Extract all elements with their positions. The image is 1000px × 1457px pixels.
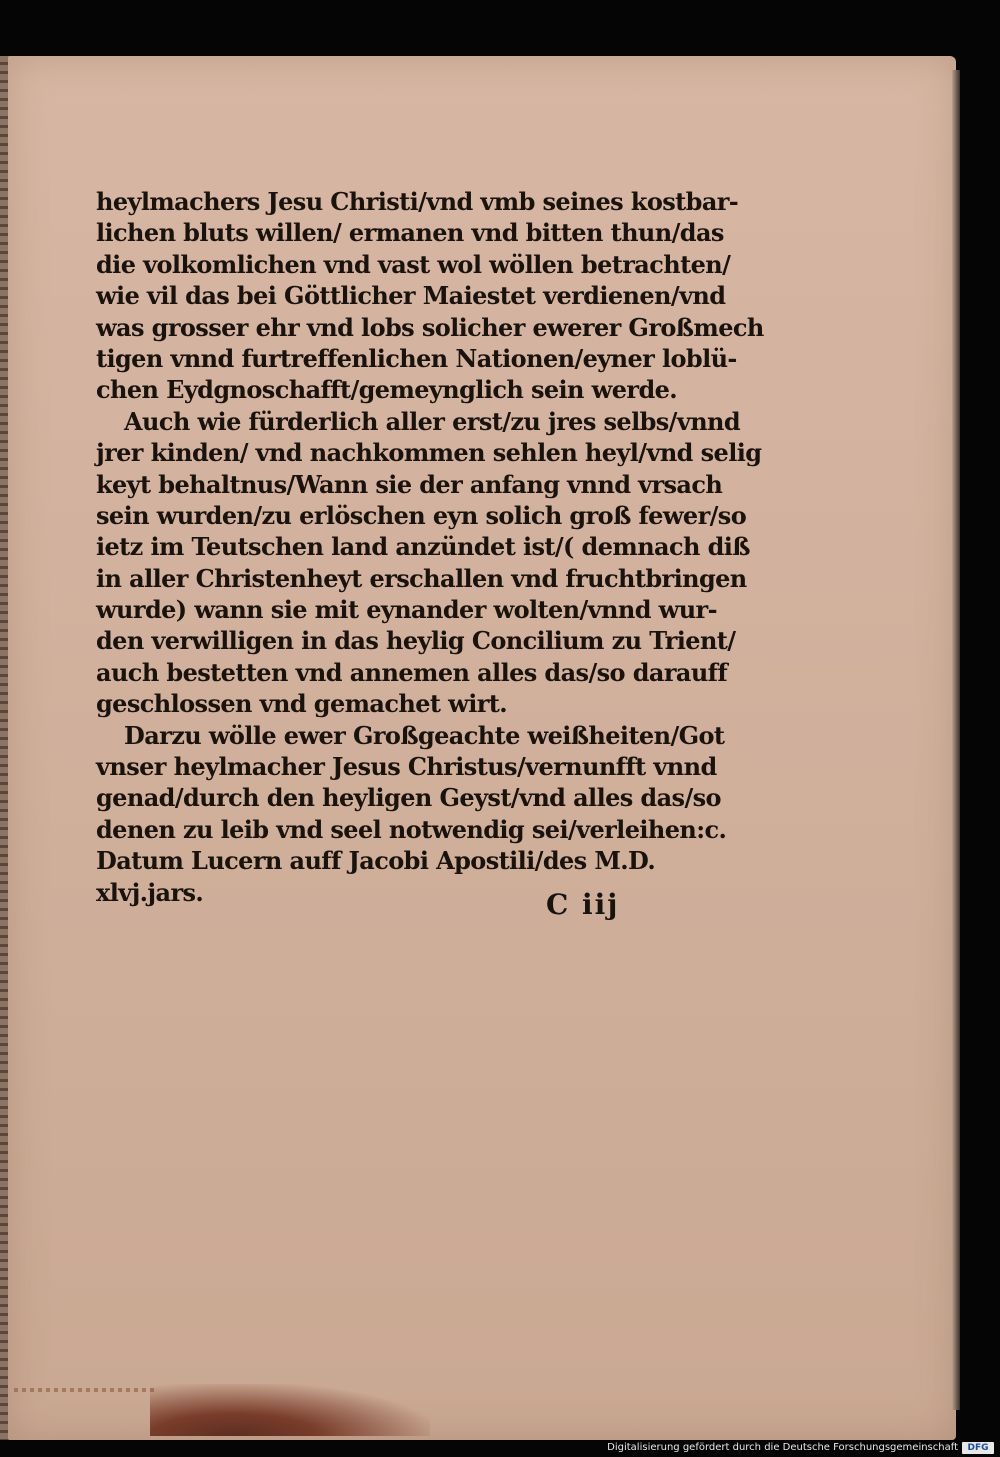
- text-line: vnser heylmacher Jesus Christus/vernunfft vnnd: [96, 752, 717, 782]
- text-line: chen Eydgnoschafft/gemeynglich sein werde.: [96, 375, 678, 405]
- text-line: sein wurden/zu erlöschen eyn solich groß fewer/so: [96, 500, 747, 530]
- text-line: den verwilligen in das heylig Concilium zu Trient/: [96, 626, 736, 656]
- footer-bar: [0, 1440, 1000, 1457]
- text-line: Datum Lucern auff Jacobi Apostili/des M.D.: [96, 846, 656, 876]
- text-line: genad/durch den heyligen Geyst/vnd alles das/so: [96, 783, 721, 813]
- text-line: denen zu leib vnd seel notwendig sei/verleihen:c.: [96, 814, 727, 844]
- body-text: [96, 186, 764, 908]
- text-line: lichen bluts willen/ ermanen vnd bitten thun/das: [96, 218, 724, 248]
- footer-credit: Digitalisierung gefördert durch die Deutsche Forschungsgemeinschaft: [607, 1442, 958, 1453]
- dfg-logo-icon: DFG: [962, 1442, 994, 1454]
- text-line: auch bestetten vnd annemen alles das/so darauff: [96, 657, 728, 687]
- text-line: geschlossen vnd gemachet wirt.: [96, 689, 508, 719]
- page-fore-edge: [952, 70, 960, 1410]
- red-stain: [150, 1384, 430, 1436]
- text-line: xlvj.jars.: [96, 877, 204, 907]
- text-line: keyt behaltnus/Wann sie der anfang vnnd vrsach: [96, 469, 723, 499]
- text-line: heylmachers Jesu Christi/vnd vmb seines kostbar-: [96, 187, 739, 216]
- text-line: ietz im Teutschen land anzündet ist/( demnach diß: [96, 532, 750, 562]
- signature-mark: C iij: [546, 888, 620, 921]
- text-line: die volkomlichen vnd vast wol wöllen betrachten/: [96, 249, 731, 279]
- text-line: in aller Christenheyt erschallen vnd fruchtbringen: [96, 563, 747, 593]
- text-line: tigen vnnd furtreffenlichen Nationen/eyner loblü-: [96, 343, 737, 373]
- text-line: Auch wie fürderlich aller erst/zu jres selbs/vnnd: [124, 406, 741, 436]
- text-line: wurde) wann sie mit eynander wolten/vnnd wur-: [96, 595, 717, 625]
- text-line: was grosser ehr vnd lobs solicher ewerer Großmech: [96, 312, 764, 342]
- text-line: wie vil das bei Göttlicher Maiestet verdienen/vnd: [96, 281, 726, 311]
- text-line: Darzu wölle ewer Großgeachte weißheiten/Got: [124, 720, 725, 750]
- text-line: jrer kinden/ vnd nachkommen sehlen heyl/vnd selig: [96, 438, 762, 468]
- binding-thread-marks: [14, 1388, 154, 1392]
